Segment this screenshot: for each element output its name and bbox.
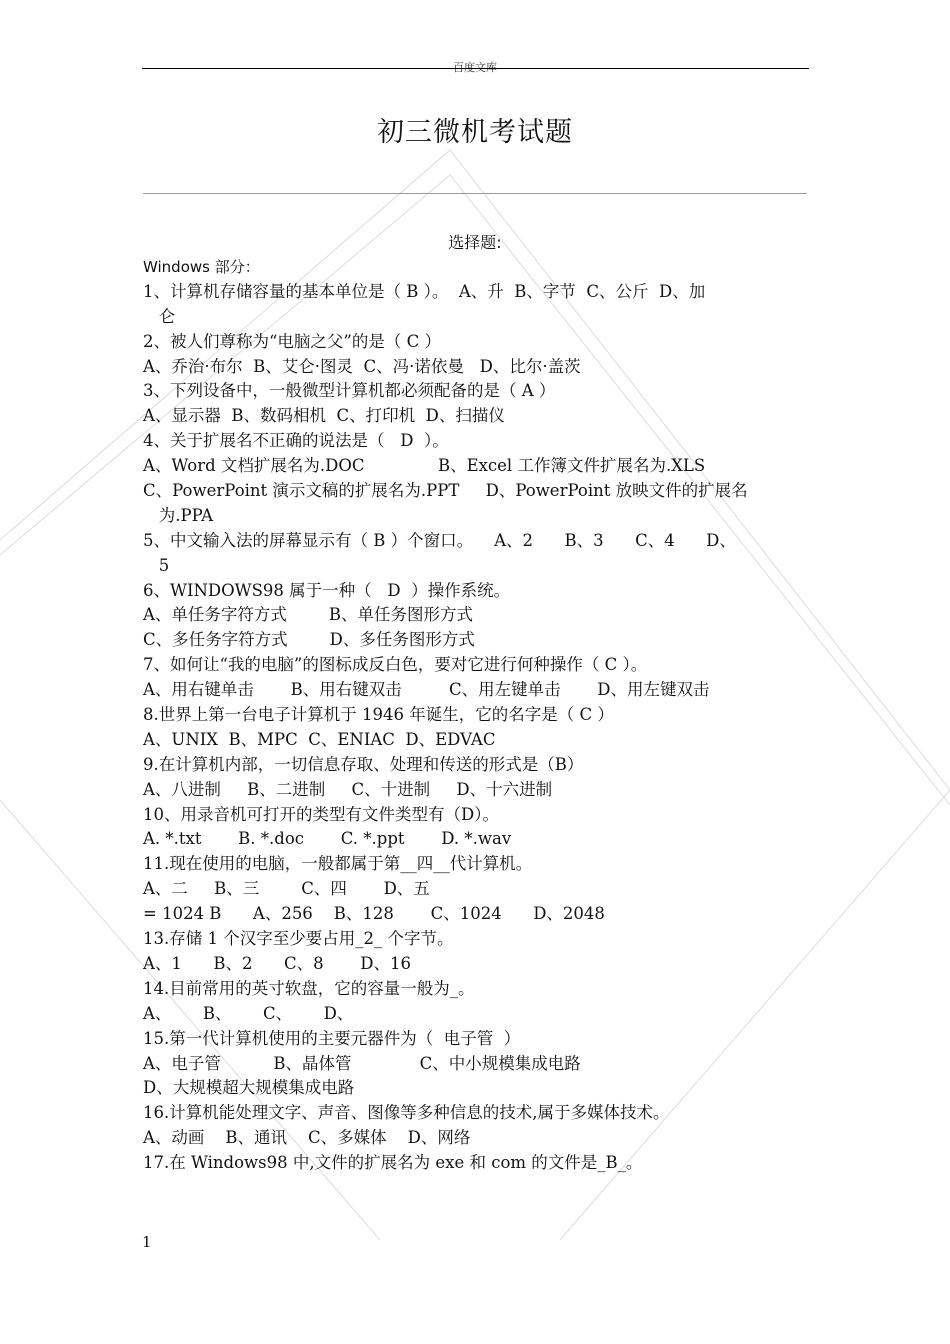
question-line: 5: [143, 555, 170, 575]
question-line: 11.现在使用的电脑，一般都属于第__四__代计算机。: [143, 854, 533, 874]
title-rule: [143, 193, 807, 194]
question-line: A、单任务字符方式 B、单任务图形方式: [143, 605, 473, 625]
question-line: 14.目前常用的英寸软盘，它的容量一般为_。: [143, 978, 475, 998]
question-line: 7、如何让“我的电脑”的图标成反白色，要对它进行何种操作（ C ）。: [143, 655, 648, 675]
question-line: A、八进制 B、二进制 C、十进制 D、十六进制: [143, 779, 553, 799]
question-line: 6、WINDOWS98 属于一种（ D ）操作系统。: [143, 580, 511, 600]
question-line: A、二 B、三 C、四 D、五: [143, 879, 430, 899]
document-body: [143, 255, 811, 1176]
question-line: A、用右键单击 B、用右键双击 C、用左键单击 D、用左键双击: [143, 680, 710, 700]
document-title: 初三微机考试题: [377, 117, 573, 148]
question-line: A、Word 文档扩展名为.DOC B、Excel 工作簿文件扩展名为.XLS: [143, 456, 706, 476]
question-line: A、1 B、2 C、8 D、16: [143, 953, 412, 973]
question-line: 9.在计算机内部，一切信息存取、处理和传送的形式是（B）: [143, 754, 584, 774]
question-line: A. *.txt B. *.doc C. *.ppt D. *.wav: [143, 829, 512, 849]
subsection-heading: Windows 部分：: [143, 258, 260, 276]
question-line: A、显示器 B、数码相机 C、打印机 D、扫描仪: [143, 406, 505, 426]
question-line: 8.世界上第一台电子计算机于 1946 年诞生，它的名字是（ C ）: [143, 705, 614, 725]
question-line: C、多任务字符方式 D、多任务图形方式: [143, 630, 475, 650]
question-line: A、 B、 C、 D、: [143, 1003, 354, 1023]
question-line: A、电子管 B、晶体管 C、中小规模集成电路: [143, 1053, 581, 1073]
question-line: 3、下列设备中，一般微型计算机都必须配备的是（ A ）: [143, 381, 556, 401]
question-line: 4、关于扩展名不正确的说法是（ D ）。: [143, 431, 449, 451]
question-line: 17.在 Windows98 中,文件的扩展名为 exe 和 com 的文件是_B_。: [143, 1153, 643, 1173]
question-line: 仑: [143, 306, 176, 326]
question-line: 1、计算机存储容量的基本单位是（ B ）。 A、升 B、字节 C、公斤 D、加: [143, 281, 706, 301]
question-line: 15.第一代计算机使用的主要元器件为（ 电子管 ）: [143, 1028, 521, 1048]
header-rule: [142, 68, 809, 69]
page-number: 1: [142, 1233, 152, 1251]
question-line: A、UNIX B、MPC C、ENIAC D、EDVAC: [143, 729, 496, 749]
header-site-name: 百度文库: [453, 61, 497, 74]
question-line: A、动画 B、通讯 C、多媒体 D、网络: [143, 1128, 471, 1148]
question-line: 为.PPA: [143, 505, 214, 525]
section-heading: 选择题:: [448, 233, 502, 252]
question-line: D、大规模超大规模集成电路: [143, 1078, 355, 1098]
question-line: = 1024 B A、256 B、128 C、1024 D、2048: [143, 904, 605, 924]
question-line: 5、中文输入法的屏幕显示有（ B ）个窗口。 A、2 B、3 C、4 D、: [143, 530, 736, 550]
question-line: 10、用录音机可打开的类型有文件类型有（D）。: [143, 804, 499, 824]
question-line: A、乔治·布尔 B、艾仑·图灵 C、冯·诺依曼 D、比尔·盖茨: [143, 356, 581, 376]
question-line: 13.存储 1 个汉字至少要占用_2_ 个字节。: [143, 929, 454, 949]
question-line: C、PowerPoint 演示文稿的扩展名为.PPT D、PowerPoint 放映文件的扩展名: [143, 481, 748, 501]
question-line: 2、被人们尊称为“电脑之父”的是（ C ）: [143, 331, 441, 351]
question-line: 16.计算机能处理文字、声音、图像等多种信息的技术,属于多媒体技术。: [143, 1103, 670, 1123]
